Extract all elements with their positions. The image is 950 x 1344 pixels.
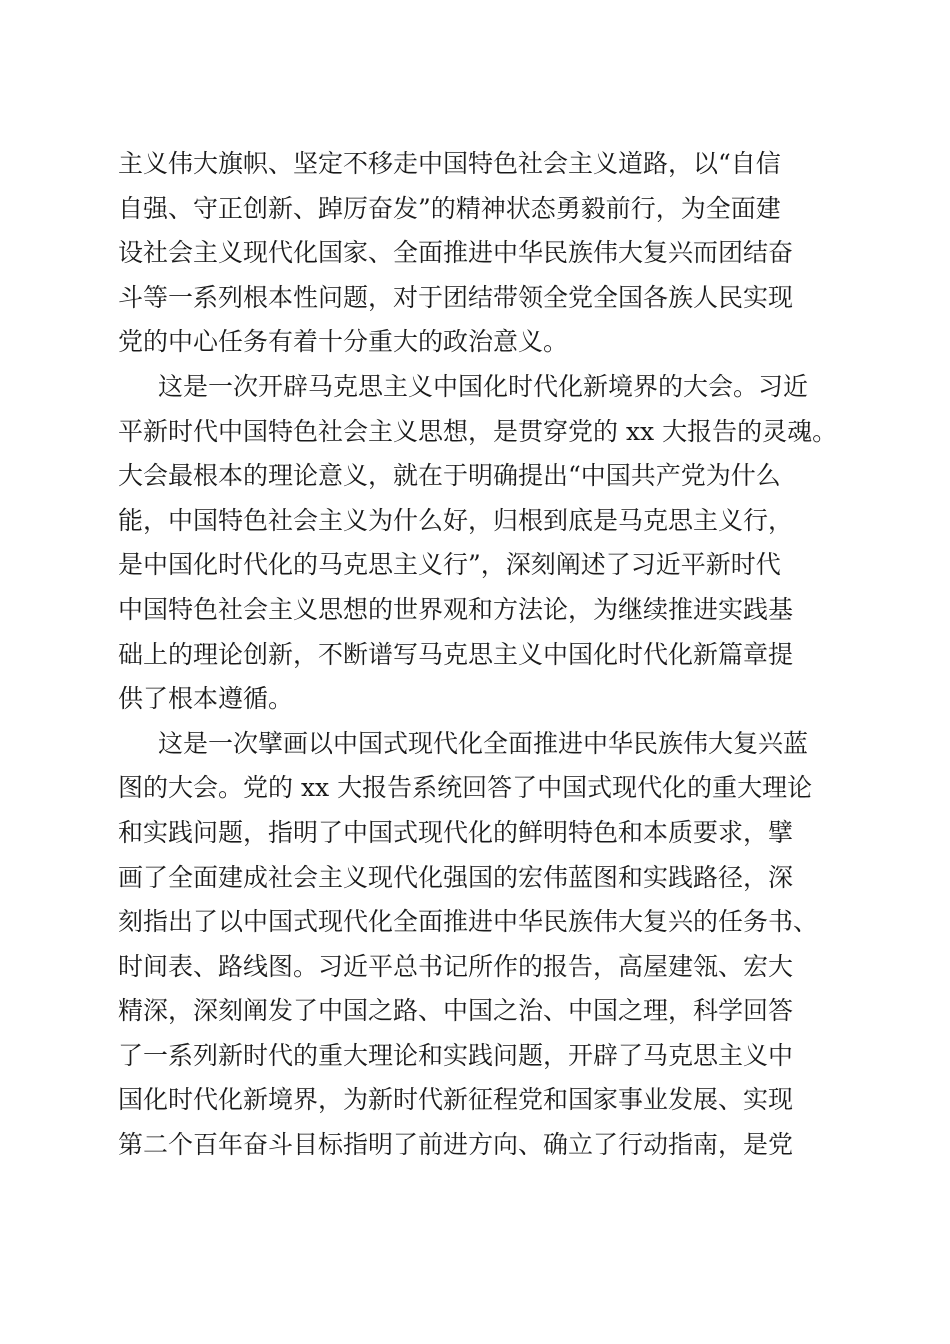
text-line: 是中国化时代化的马克思主义行”，深刻阐述了习近平新时代	[118, 550, 781, 580]
text-line: 能，中国特色社会主义为什么好，归根到底是马克思主义行，	[118, 505, 794, 535]
text-line: 设社会主义现代化国家、全面推进中华民族伟大复兴而团结奋	[118, 238, 794, 268]
text-line: 精深，深刻阐发了中国之路、中国之治、中国之理，科学回答	[118, 996, 794, 1026]
text-line: 党的中心任务有着十分重大的政治意义。	[118, 327, 569, 357]
paragraph-3	[118, 722, 838, 1168]
text-line: 自强、守正创新、踔厉奋发”的精神状态勇毅前行，为全面建	[118, 193, 781, 223]
paragraph-2	[118, 365, 838, 722]
paragraph-1	[118, 142, 838, 365]
text-line: 平新时代中国特色社会主义思想，是贯穿党的 xx 大报告的灵魂。	[118, 416, 838, 446]
text-line: 了一系列新时代的重大理论和实践问题，开辟了马克思主义中	[118, 1040, 794, 1070]
text-line: 中国特色社会主义思想的世界观和方法论，为继续推进实践基	[118, 594, 794, 624]
text-line: 这是一次擘画以中国式现代化全面推进中华民族伟大复兴蓝	[158, 728, 809, 758]
text-line: 画了全面建成社会主义现代化强国的宏伟蓝图和实践路径，深	[118, 862, 794, 892]
text-line: 图的大会。党的 xx 大报告系统回答了中国式现代化的重大理论	[118, 773, 813, 803]
text-line: 础上的理论创新，不断谱写马克思主义中国化时代化新篇章提	[118, 639, 794, 669]
text-line: 第二个百年奋斗目标指明了前进方向、确立了行动指南，是党	[118, 1130, 794, 1160]
text-line: 这是一次开辟马克思主义中国化时代化新境界的大会。习近	[158, 371, 809, 401]
text-line: 刻指出了以中国式现代化全面推进中华民族伟大复兴的任务书、	[118, 907, 819, 937]
text-line: 大会最根本的理论意义，就在于明确提出“中国共产党为什么	[118, 461, 781, 491]
document-body	[118, 142, 838, 1168]
text-line: 时间表、路线图。习近平总书记所作的报告，高屋建瓴、宏大	[118, 951, 794, 981]
text-line: 主义伟大旗帜、坚定不移走中国特色社会主义道路，以“自信	[118, 149, 781, 178]
text-line: 供了根本遵循。	[118, 684, 294, 714]
text-line: 斗等一系列根本性问题，对于团结带领全党全国各族人民实现	[118, 282, 794, 312]
text-line: 国化时代化新境界，为新时代新征程党和国家事业发展、实现	[118, 1085, 794, 1115]
text-line: 和实践问题，指明了中国式现代化的鲜明特色和本质要求，擘	[118, 817, 794, 847]
